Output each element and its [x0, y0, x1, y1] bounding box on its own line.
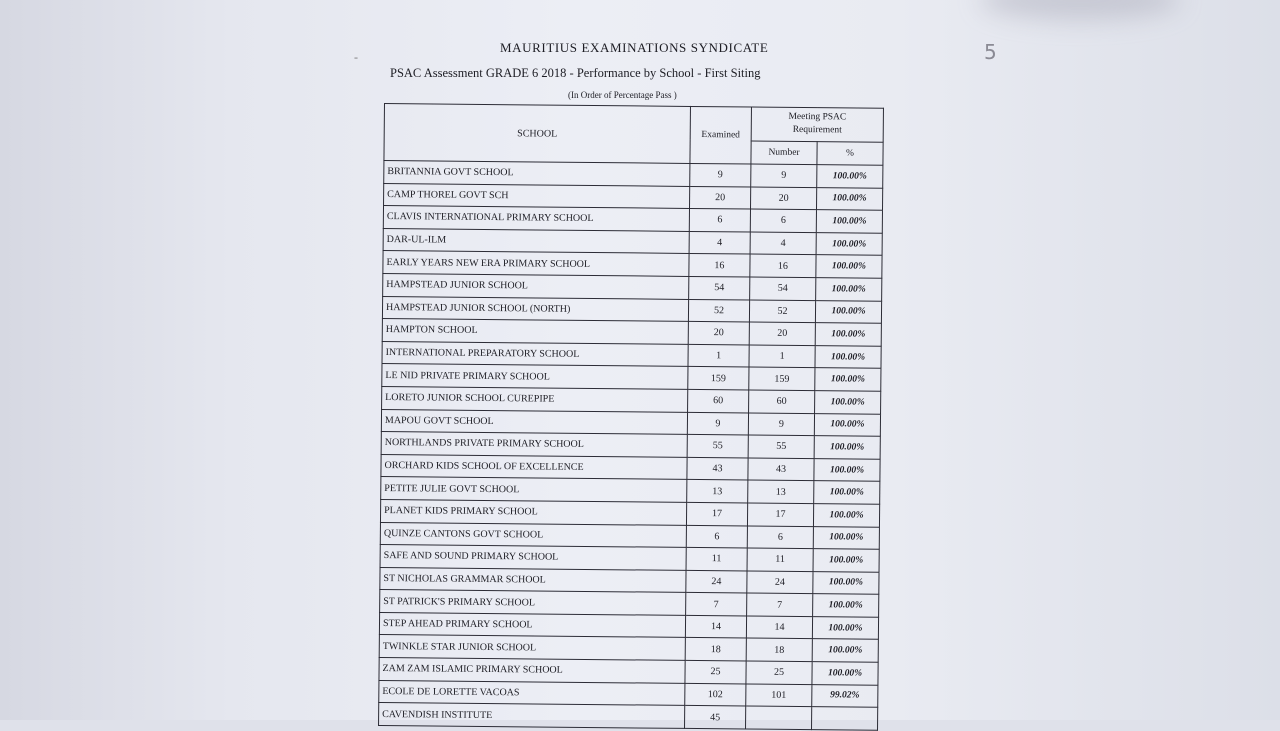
- examined-cell: 18: [685, 638, 746, 661]
- percent-cell: 100.00%: [816, 232, 882, 255]
- order-note: (In Order of Percentage Pass ): [568, 90, 677, 100]
- school-name-cell: ORCHARD KIDS SCHOOL OF EXCELLENCE: [381, 454, 687, 480]
- school-name-cell: EARLY YEARS NEW ERA PRIMARY SCHOOL: [383, 251, 689, 277]
- examined-cell: 4: [689, 231, 750, 254]
- number-cell: 14: [746, 616, 812, 639]
- percent-cell: 100.00%: [815, 300, 881, 323]
- column-header-examined: Examined: [690, 106, 752, 164]
- number-cell: 4: [750, 232, 816, 255]
- examined-cell: 6: [689, 209, 750, 232]
- number-cell: 16: [750, 254, 816, 277]
- percent-cell: 100.00%: [815, 345, 881, 368]
- number-cell: [746, 706, 812, 729]
- percent-cell: 100.00%: [816, 210, 882, 233]
- school-name-cell: NORTHLANDS PRIVATE PRIMARY SCHOOL: [381, 432, 687, 458]
- percent-cell: 100.00%: [817, 165, 883, 188]
- examined-cell: 60: [688, 389, 749, 412]
- examined-cell: 9: [687, 412, 748, 435]
- percent-cell: 100.00%: [814, 436, 880, 459]
- results-table-container: [378, 103, 884, 731]
- meeting-line-1: Meeting PSAC: [788, 112, 847, 123]
- number-cell: 9: [751, 164, 817, 187]
- examined-cell: 45: [685, 706, 746, 729]
- school-name-cell: ECOLE DE LORETTE VACOAS: [379, 680, 685, 706]
- number-cell: 7: [747, 593, 813, 616]
- school-name-cell: HAMPSTEAD JUNIOR SCHOOL: [383, 273, 689, 299]
- percent-cell: 100.00%: [814, 458, 880, 481]
- organization-title: MAURITIUS EXAMINATIONS SYNDICATE: [500, 40, 769, 55]
- examined-cell: 17: [686, 502, 747, 525]
- school-name-cell: CAVENDISH INSTITUTE: [379, 703, 685, 729]
- percent-cell: 100.00%: [815, 323, 881, 346]
- number-cell: 55: [748, 435, 814, 458]
- school-name-cell: PLANET KIDS PRIMARY SCHOOL: [380, 499, 686, 525]
- examined-cell: 55: [687, 435, 748, 458]
- examined-cell: 25: [685, 660, 746, 683]
- meeting-line-2: Requirement: [792, 125, 842, 136]
- school-name-cell: LORETO JUNIOR SCHOOL CUREPIPE: [382, 386, 688, 412]
- examined-cell: 9: [690, 163, 751, 186]
- school-name-cell: ZAM ZAM ISLAMIC PRIMARY SCHOOL: [379, 658, 685, 684]
- percent-cell: 100.00%: [815, 368, 881, 391]
- school-name-cell: DAR-UL-ILM: [383, 228, 689, 254]
- school-name-cell: CLAVIS INTERNATIONAL PRIMARY SCHOOL: [383, 206, 689, 232]
- examined-cell: 159: [688, 367, 749, 390]
- percent-cell: 100.00%: [812, 639, 878, 662]
- examined-cell: 14: [685, 615, 746, 638]
- school-name-cell: CAMP THOREL GOVT SCH: [384, 183, 690, 209]
- school-name-cell: INTERNATIONAL PREPARATORY SCHOOL: [382, 341, 688, 367]
- results-table: [378, 103, 884, 731]
- number-cell: 60: [749, 390, 815, 413]
- number-cell: 43: [748, 458, 814, 481]
- school-name-cell: BRITANNIA GOVT SCHOOL: [384, 161, 690, 187]
- school-name-cell: LE NID PRIVATE PRIMARY SCHOOL: [382, 364, 688, 390]
- report-subtitle: PSAC Assessment GRADE 6 2018 - Performance by School - First Siting: [390, 66, 761, 80]
- column-header-school: SCHOOL: [384, 104, 691, 164]
- percent-cell: 100.00%: [816, 278, 882, 301]
- number-cell: 24: [747, 571, 813, 594]
- percent-cell: 100.00%: [816, 255, 882, 278]
- column-header-meeting: [751, 107, 883, 142]
- number-cell: 1: [749, 345, 815, 368]
- examined-cell: 7: [686, 593, 747, 616]
- school-name-cell: HAMPSTEAD JUNIOR SCHOOL (NORTH): [382, 296, 688, 322]
- school-name-cell: HAMPTON SCHOOL: [382, 319, 688, 345]
- school-name-cell: PETITE JULIE GOVT SCHOOL: [381, 477, 687, 503]
- examined-cell: 54: [689, 276, 750, 299]
- examined-cell: 24: [686, 570, 747, 593]
- percent-cell: 100.00%: [816, 187, 882, 210]
- percent-cell: 100.00%: [813, 526, 879, 549]
- percent-cell: 100.00%: [813, 571, 879, 594]
- number-cell: 6: [750, 209, 816, 232]
- number-cell: 18: [746, 638, 812, 661]
- examined-cell: 43: [687, 457, 748, 480]
- percent-cell: 99.02%: [812, 684, 878, 707]
- number-cell: 52: [749, 300, 815, 323]
- number-cell: 20: [750, 187, 816, 210]
- school-name-cell: ST PATRICK'S PRIMARY SCHOOL: [380, 590, 686, 616]
- margin-mark: -: [354, 50, 358, 64]
- percent-cell: 100.00%: [812, 617, 878, 640]
- examined-cell: 102: [685, 683, 746, 706]
- percent-cell: 100.00%: [813, 594, 879, 617]
- number-cell: 20: [749, 322, 815, 345]
- number-cell: 9: [748, 413, 814, 436]
- school-name-cell: MAPOU GOVT SCHOOL: [381, 409, 687, 435]
- examined-cell: 1: [688, 344, 749, 367]
- examined-cell: 6: [686, 525, 747, 548]
- examined-cell: 20: [690, 186, 751, 209]
- page-number: 5: [984, 40, 997, 64]
- school-name-cell: QUINZE CANTONS GOVT SCHOOL: [380, 522, 686, 548]
- number-cell: 101: [746, 684, 812, 707]
- percent-cell: 100.00%: [814, 481, 880, 504]
- examined-cell: 13: [687, 480, 748, 503]
- table-header-row: [384, 104, 883, 142]
- examined-cell: 20: [688, 322, 749, 345]
- number-cell: 159: [749, 367, 815, 390]
- column-header-percent: %: [817, 141, 883, 165]
- number-cell: 17: [747, 503, 813, 526]
- number-cell: 54: [750, 277, 816, 300]
- percent-cell: 100.00%: [812, 662, 878, 685]
- number-cell: 11: [747, 548, 813, 571]
- percent-cell: 100.00%: [813, 549, 879, 572]
- percent-cell: 100.00%: [814, 413, 880, 436]
- school-name-cell: STEP AHEAD PRIMARY SCHOOL: [379, 612, 685, 638]
- percent-cell: 100.00%: [813, 504, 879, 527]
- examined-cell: 16: [689, 254, 750, 277]
- examined-cell: 11: [686, 548, 747, 571]
- percent-cell: [812, 707, 878, 730]
- school-name-cell: TWINKLE STAR JUNIOR SCHOOL: [379, 635, 685, 661]
- table-body: [379, 161, 883, 731]
- table-row: [379, 703, 878, 730]
- number-cell: 25: [746, 661, 812, 684]
- school-name-cell: SAFE AND SOUND PRIMARY SCHOOL: [380, 545, 686, 571]
- examined-cell: 52: [688, 299, 749, 322]
- number-cell: 13: [748, 480, 814, 503]
- number-cell: 6: [747, 526, 813, 549]
- percent-cell: 100.00%: [815, 391, 881, 414]
- column-header-number: Number: [751, 141, 817, 165]
- school-name-cell: ST NICHOLAS GRAMMAR SCHOOL: [380, 567, 686, 593]
